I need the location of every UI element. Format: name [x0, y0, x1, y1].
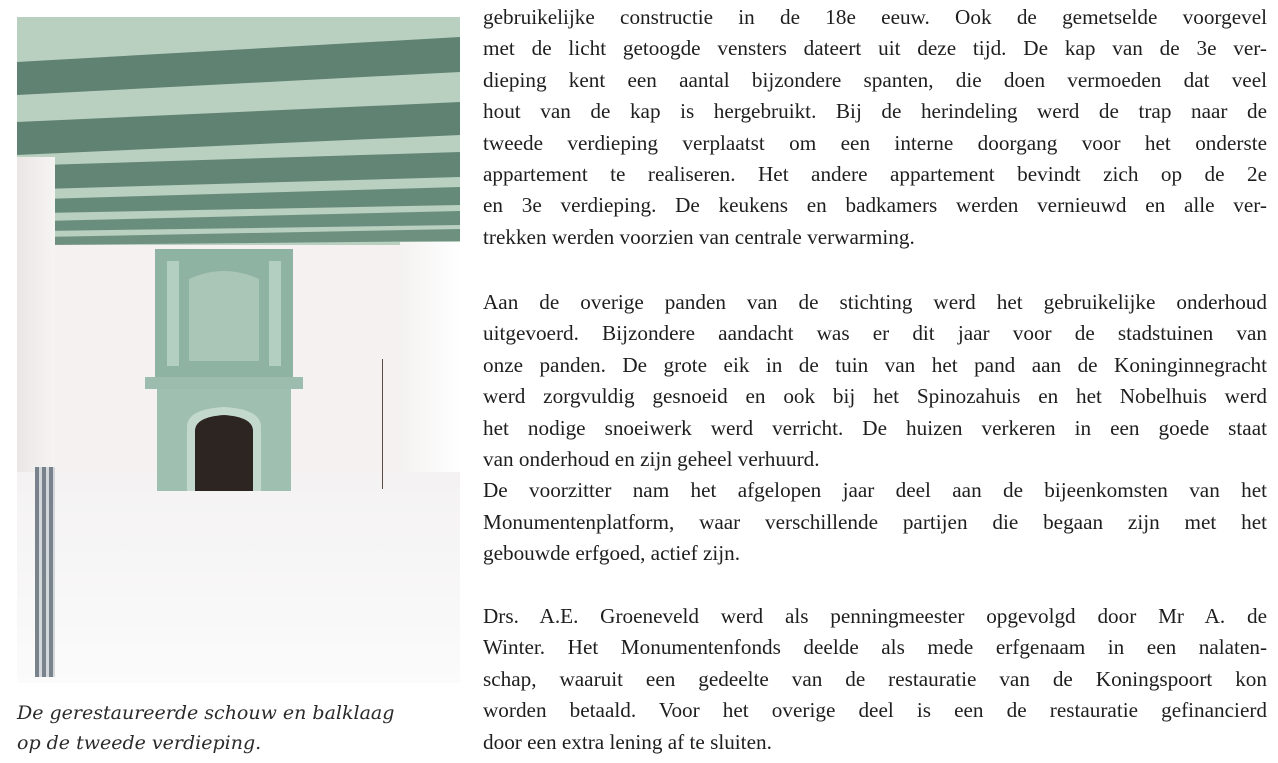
text-line: door een extra lening af te sluiten.	[483, 729, 772, 754]
ceiling-beams	[17, 17, 460, 262]
text-line: De voorzitter nam het afgelopen jaar deel aan de bijeenkomsten van het	[483, 478, 1267, 503]
fireplace-schouw	[145, 249, 303, 491]
paragraph-maintenance	[483, 287, 1267, 570]
text-line: Monumentenplatform, waar verschillende partijen die begaan zijn met het	[483, 509, 1267, 534]
text-line: van onderhoud en zijn geheel verhuurd.	[483, 446, 820, 471]
text-line: uitgevoerd. Bijzondere aandacht was er dit jaar voor de stadstuinen van	[483, 321, 1267, 346]
text-line: Aan de overige panden van de stichting werd het gebruikelijke onderhoud	[483, 290, 1267, 314]
text-line: schap, waaruit een gedeelte van de restauratie van de Koningspoort kon	[483, 666, 1267, 691]
text-line: trekken werden voorzien van centrale verwarming.	[483, 224, 915, 249]
text-line: met de licht getoogde vensters dateert uit deze tijd. De kap van de 3e ver-	[483, 36, 1267, 61]
text-line: tweede verdieping verplaatst om een interne doorgang voor het onderste	[483, 130, 1267, 155]
caption-line: op de tweede verdieping.	[17, 732, 262, 754]
caption-line: De gerestaureerde schouw en balklaag	[17, 702, 395, 724]
text-line: het nodige snoeiwerk werd verricht. De huizen verkeren in een goede staat	[483, 415, 1267, 440]
figure-caption	[17, 698, 467, 758]
text-line: en 3e verdieping. De keukens en badkamers werden vernieuwd en alle ver-	[483, 193, 1267, 218]
text-line: dieping kent een aantal bijzondere spanten, die doen vermoeden dat veel	[483, 67, 1267, 92]
text-line: worden betaald. Voor het overige deel is een de restauratie gefinancierd	[483, 698, 1267, 723]
text-line: hout van de kap is hergebruikt. Bij de herindeling werd de trap naar de	[483, 99, 1267, 124]
text-line: appartement te realiseren. Het andere appartement bevindt zich op de 2e	[483, 161, 1267, 186]
floor	[17, 472, 460, 683]
paragraph-finance	[483, 601, 1267, 758]
paragraph-renovation	[483, 2, 1267, 253]
text-line: gebouwde erfgoed, actief zijn.	[483, 541, 741, 566]
text-line: onze panden. De grote eik in de tuin van het pand aan de Koninginnegracht	[483, 352, 1267, 377]
radiator	[35, 467, 55, 677]
text-line: werd zorgvuldig gesnoeid en ook bij het Spinozahuis en het Nobelhuis werd	[483, 384, 1267, 409]
text-line: gebruikelijke constructie in de 18e eeuw. Ook de gemetselde voorgevel	[483, 5, 1267, 29]
room-photo	[17, 17, 460, 683]
wall-cable	[382, 359, 383, 489]
text-line: Drs. A.E. Groeneveld werd als penningmeester opgevolgd door Mr A. de	[483, 604, 1267, 628]
text-line: Winter. Het Monumentenfonds deelde als mede erfgenaam in een nalaten-	[483, 635, 1267, 660]
